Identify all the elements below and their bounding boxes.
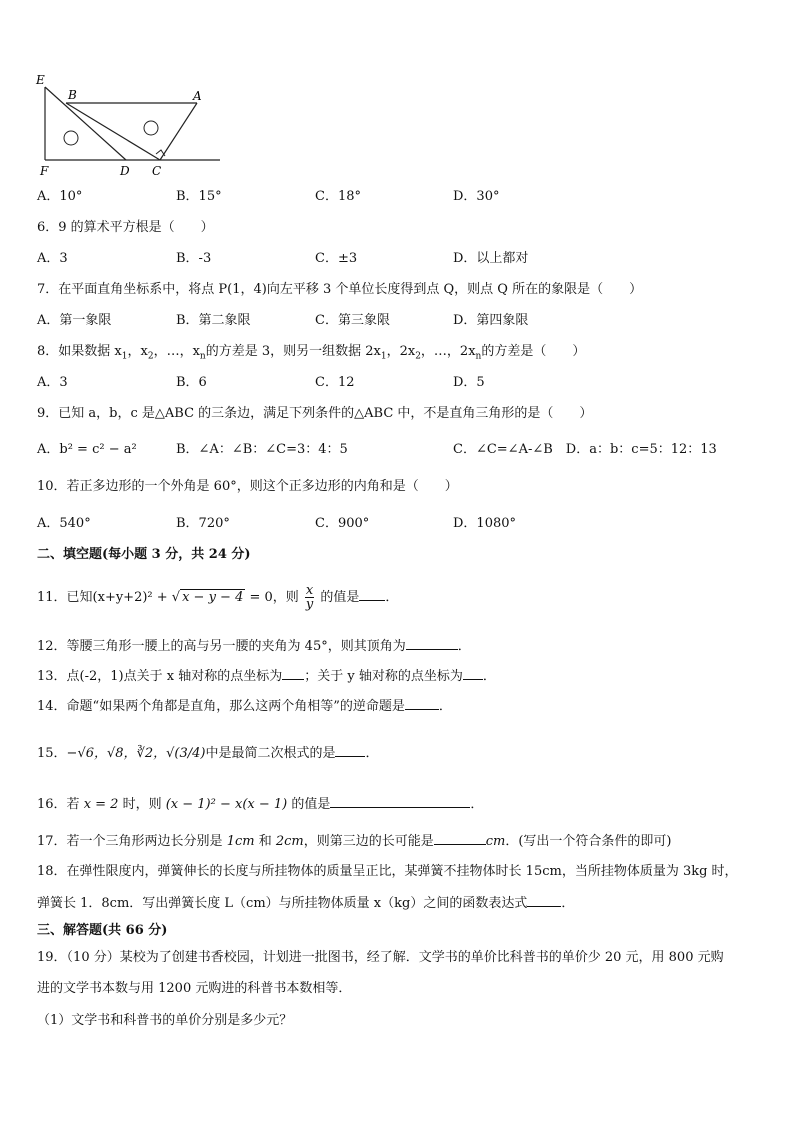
q8-stem: 8．如果数据 $x_1$，$x_2$，…，$x_n$的方差是 3，则另一组数据 $2x_1$，$2x_2$，…，$2x_n$的方差是（ ） (37, 344, 586, 362)
q9-stem: 9．已知 a，b，c 是△ABC 的三条边，满足下列条件的△ABC 中，不是直角三角形的是（ ） (37, 406, 593, 421)
q18-line-1: 18．在弹性限度内，弹簧伸长的长度与所挂物体的质量呈正比，某弹簧不挂物体时长 15cm，当所挂物体质量为 3kg 时， (37, 864, 738, 879)
q14-answer-blank[interactable] (405, 697, 439, 710)
q18-answer-blank[interactable] (527, 894, 561, 907)
q5-option-b: B．15° (176, 189, 222, 204)
q6-option-d: D．以上都对 (453, 251, 529, 266)
q18-line-2: 弹簧长 1．8cm．写出弹簧长度 L（cm）与所挂物体质量 x（kg）之间的函数表达式 ． (37, 896, 575, 911)
q9-option-a: A．b² = c² − a² (37, 442, 137, 457)
q15-expression: −√6，√8，∛2，√(3/4) (66, 746, 206, 761)
q15-answer-blank[interactable] (335, 744, 365, 757)
label-B: B (68, 88, 77, 102)
q12-answer-blank[interactable] (406, 637, 458, 650)
q7-option-b: B．第二象限 (176, 313, 251, 328)
q10-option-b: B．720° (176, 516, 230, 531)
q10-option-d: D．1080° (453, 516, 517, 531)
q17-answer-blank[interactable] (434, 832, 486, 845)
q7-option-a: A．第一象限 (37, 313, 112, 328)
q17-stem: 17．若一个三角形两边长分别是 1cm 和 2cm，则第三边的长可能是 cm．(写出一个符合条件的即可) (37, 834, 672, 849)
q19-sub-question-1: （1）文学书和科普书的单价分别是多少元？ (37, 1013, 293, 1028)
q10-option-a: A．540° (37, 516, 91, 531)
q7-stem: 7．在平面直角坐标系中，将点 P(1，4)向左平移 3 个单位长度得到点 Q，则点 Q 所在的象限是（ ） (37, 282, 643, 297)
q9-option-cd: C．∠C=∠A-∠B D．a：b：c=5：12：13 (453, 442, 717, 457)
q5-option-c: C．18° (315, 189, 361, 204)
section-2-heading: 二、填空题(每小题 3 分，共 24 分) (37, 547, 251, 562)
q13-stem: 13．点(-2，1)点关于 x 轴对称的点坐标为 ；关于 y 轴对称的点坐标为 ． (37, 669, 496, 684)
q11-answer-blank[interactable] (359, 588, 385, 601)
q9-option-b: B．∠A：∠B：∠C=3：4：5 (176, 442, 348, 457)
q5-option-a: A．10° (37, 189, 83, 204)
q8-option-d: D．5 (453, 375, 485, 390)
q6-option-c: C．±3 (315, 251, 358, 266)
q16-stem: 16．若 x = 2 时，则 (x − 1)² − x(x − 1) 的值是 ． (37, 797, 484, 812)
q7-option-c: C．第三象限 (315, 313, 390, 328)
q10-option-c: C．900° (315, 516, 370, 531)
q12-stem: 12．等腰三角形一腰上的高与另一腰的夹角为 45°，则其顶角为 ． (37, 639, 471, 654)
q8-option-c: C．12 (315, 375, 355, 390)
q7-option-d: D．第四象限 (453, 313, 529, 328)
q15-stem: 15．−√6，√8，∛2，√(3/4)中是最简二次根式的是 ． (37, 746, 379, 761)
q19-line-2: 进的文学书本数与用 1200 元购进的科普书本数相等． (37, 981, 352, 996)
q6-stem: 6．9 的算术平方根是（ ） (37, 220, 214, 235)
q19-line-1: 19．（10 分）某校为了创建书香校园，计划进一批图书，经了解．文学书的单价比科普书的单价少 20 元，用 800 元购 (37, 950, 724, 965)
label-F: F (40, 164, 49, 178)
label-C: C (152, 164, 162, 178)
section-3-heading: 三、解答题(共 66 分) (37, 923, 168, 938)
q10-stem: 10．若正多边形的一个外角是 60°，则这个正多边形的内角和是（ ） (37, 479, 458, 494)
q14-stem: 14．命题“如果两个角都是直角，那么这两个角相等”的逆命题是 ． (37, 699, 452, 714)
q8-option-a: A．3 (37, 375, 68, 390)
q13-answer-blank-1[interactable] (282, 667, 304, 680)
q13-answer-blank-2[interactable] (463, 667, 483, 680)
q5-option-d: D．30° (453, 189, 500, 204)
q6-option-b: B．-3 (176, 251, 212, 266)
q8-option-b: B．6 (176, 375, 207, 390)
q11-stem: 11．已知(x+y+2)² + √ x − y − 4 = 0，则 $\frac{x}{y}$ 的值是 ． (37, 583, 399, 612)
q16-answer-blank[interactable] (330, 795, 470, 808)
q6-option-a: A．3 (37, 251, 68, 266)
label-E: E (36, 73, 45, 87)
triangle-figure (30, 72, 230, 182)
label-D: D (120, 164, 130, 178)
label-A: A (193, 89, 202, 103)
